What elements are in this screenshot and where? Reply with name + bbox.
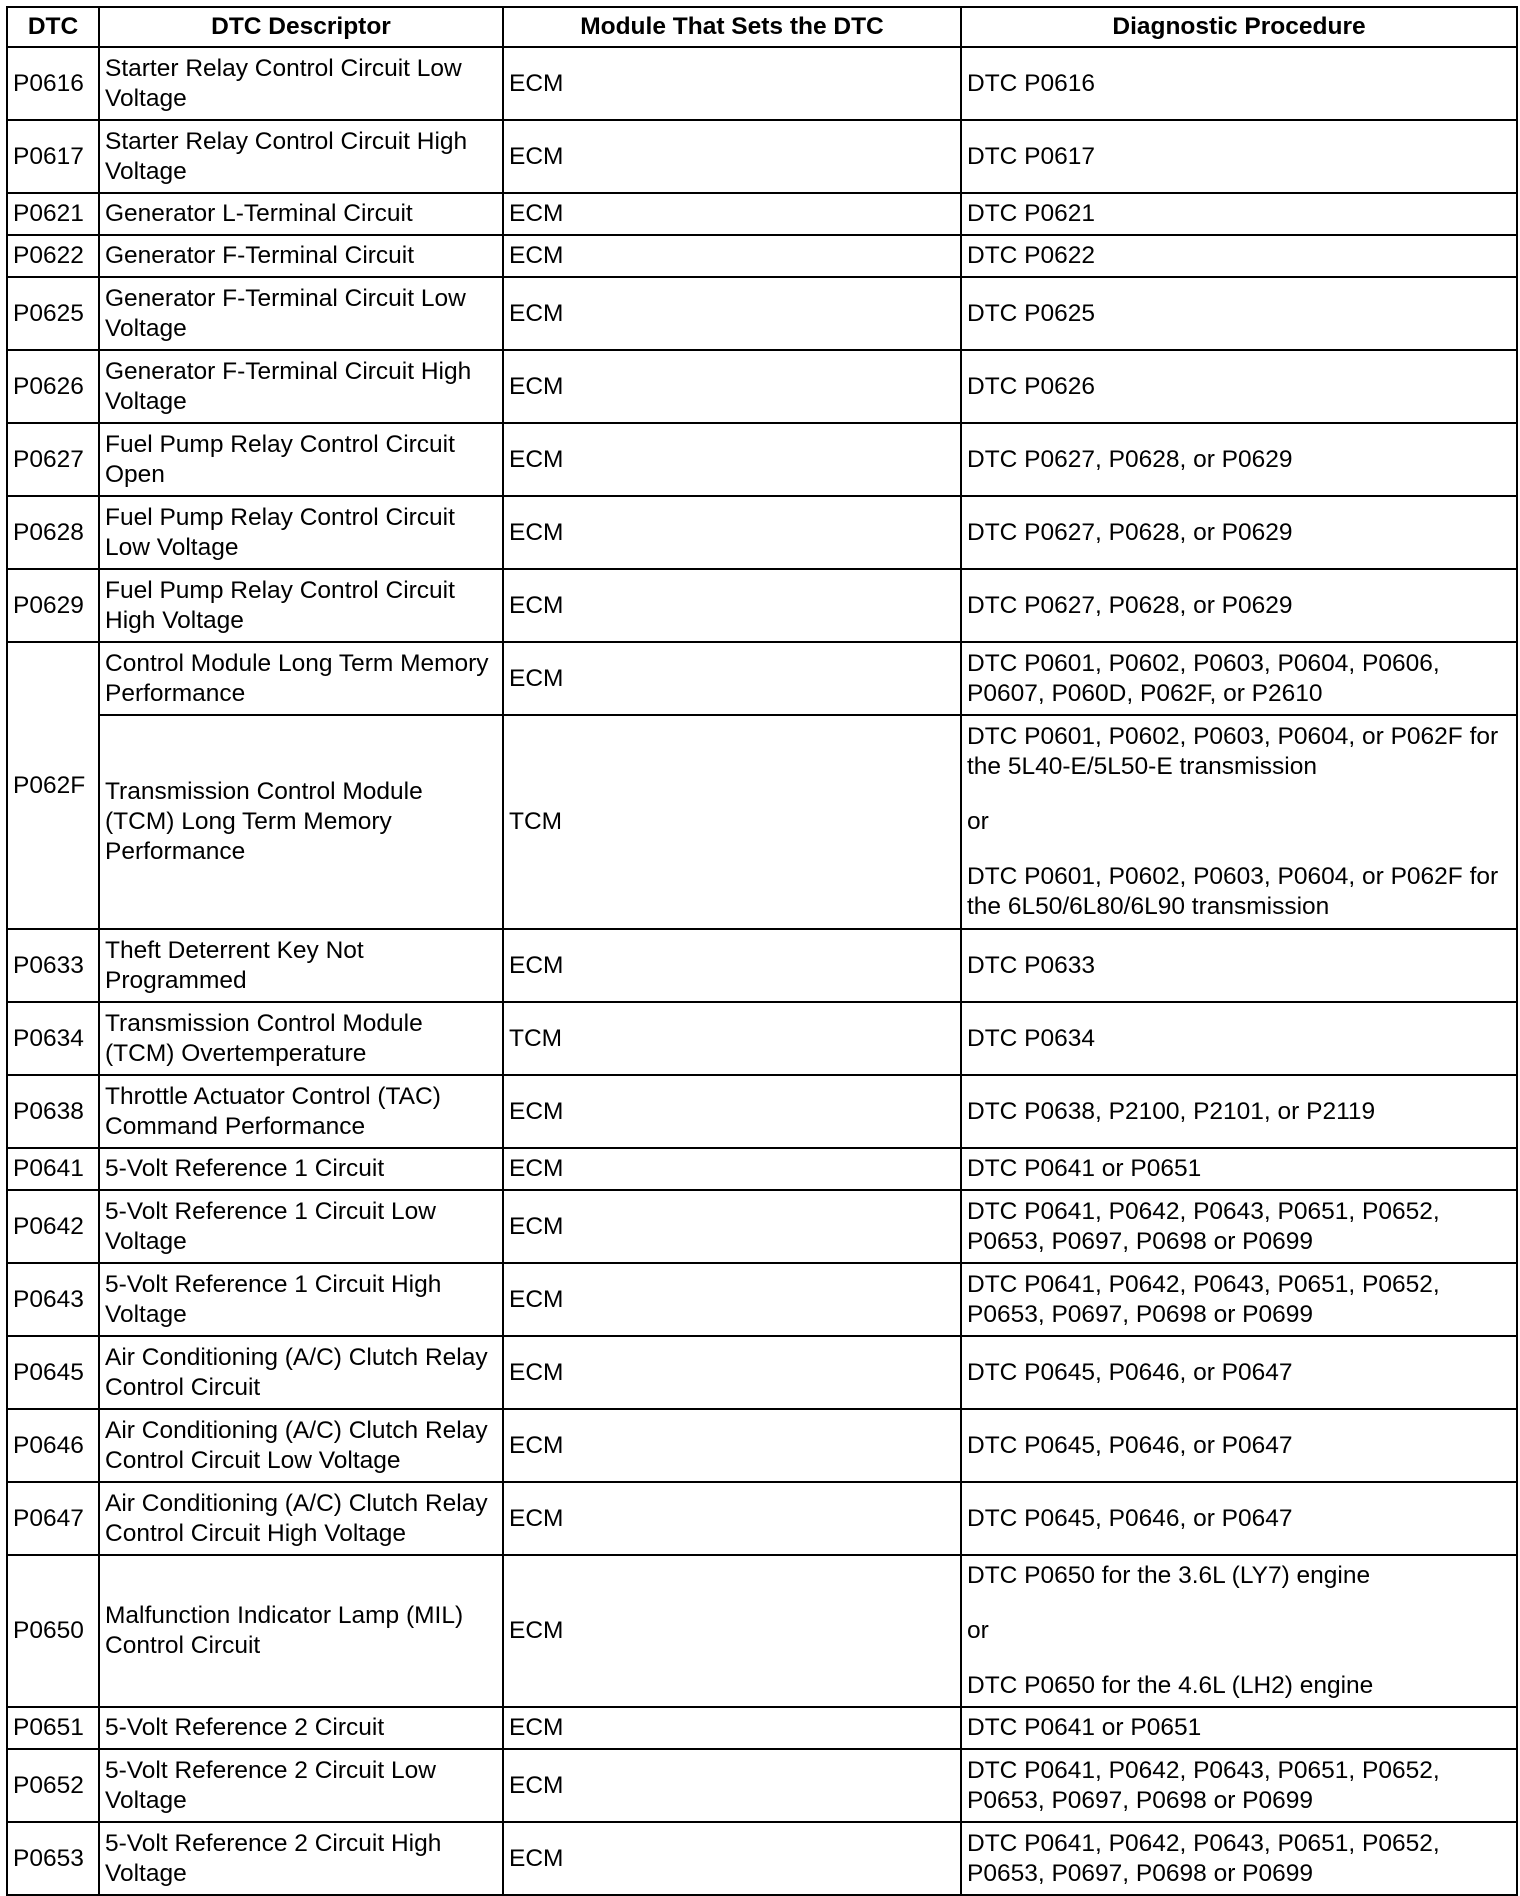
dtc-procedure: DTC P0625 (961, 277, 1517, 350)
dtc-module: ECM (503, 929, 961, 1002)
dtc-procedure: DTC P0641 or P0651 (961, 1707, 1517, 1749)
dtc-descriptor: Control Module Long Term Memory Performance (99, 642, 503, 715)
dtc-procedure: DTC P0601, P0602, P0603, P0604, P0606, P0607, P060D, P062F, or P2610 (961, 642, 1517, 715)
dtc-descriptor: Air Conditioning (A/C) Clutch Relay Control Circuit (99, 1336, 503, 1409)
dtc-procedure: DTC P0645, P0646, or P0647 (961, 1409, 1517, 1482)
dtc-procedure: DTC P0627, P0628, or P0629 (961, 569, 1517, 642)
dtc-module: ECM (503, 1749, 961, 1822)
dtc-descriptor: Transmission Control Module (TCM) Overtemperature (99, 1002, 503, 1075)
dtc-code: P0633 (7, 929, 99, 1002)
table-row (7, 569, 1517, 642)
dtc-code: P0625 (7, 277, 99, 350)
dtc-descriptor: Air Conditioning (A/C) Clutch Relay Control Circuit High Voltage (99, 1482, 503, 1555)
dtc-procedure: DTC P0645, P0646, or P0647 (961, 1336, 1517, 1409)
dtc-code: P0642 (7, 1190, 99, 1263)
dtc-table (6, 6, 1518, 1896)
table-row (7, 1148, 1517, 1190)
table-row (7, 47, 1517, 120)
dtc-procedure: DTC P0617 (961, 120, 1517, 193)
dtc-code: P0638 (7, 1075, 99, 1148)
table-row (7, 423, 1517, 496)
header-module: Module That Sets the DTC (503, 7, 961, 47)
dtc-module: ECM (503, 350, 961, 423)
dtc-module: ECM (503, 642, 961, 715)
dtc-descriptor: 5-Volt Reference 1 Circuit (99, 1148, 503, 1190)
dtc-code: P0634 (7, 1002, 99, 1075)
dtc-module: ECM (503, 423, 961, 496)
dtc-procedure: DTC P0634 (961, 1002, 1517, 1075)
dtc-module: ECM (503, 1263, 961, 1336)
table-row (7, 193, 1517, 235)
dtc-module: ECM (503, 120, 961, 193)
dtc-descriptor: 5-Volt Reference 2 Circuit High Voltage (99, 1822, 503, 1895)
table-row (7, 1075, 1517, 1148)
dtc-code: P0653 (7, 1822, 99, 1895)
table-row (7, 1482, 1517, 1555)
dtc-module: ECM (503, 1075, 961, 1148)
dtc-code: P0645 (7, 1336, 99, 1409)
table-row (7, 350, 1517, 423)
dtc-code: P0621 (7, 193, 99, 235)
dtc-module: ECM (503, 1482, 961, 1555)
dtc-module: ECM (503, 1336, 961, 1409)
dtc-module: TCM (503, 715, 961, 929)
dtc-procedure: DTC P0627, P0628, or P0629 (961, 496, 1517, 569)
dtc-module: ECM (503, 1822, 961, 1895)
dtc-code: P0616 (7, 47, 99, 120)
dtc-descriptor: Generator F-Terminal Circuit (99, 235, 503, 277)
header-procedure: Diagnostic Procedure (961, 7, 1517, 47)
procedure-option-1: DTC P0650 for the 3.6L (LY7) engine (967, 1562, 1371, 1589)
dtc-code: P0629 (7, 569, 99, 642)
dtc-module: TCM (503, 1002, 961, 1075)
table-row (7, 1190, 1517, 1263)
dtc-descriptor: Generator L-Terminal Circuit (99, 193, 503, 235)
dtc-module: ECM (503, 569, 961, 642)
dtc-procedure: DTC P0641, P0642, P0643, P0651, P0652, P0653, P0697, P0698 or P0699 (961, 1263, 1517, 1336)
dtc-descriptor: Malfunction Indicator Lamp (MIL) Control Circuit (99, 1555, 503, 1707)
dtc-descriptor: Generator F-Terminal Circuit Low Voltage (99, 277, 503, 350)
dtc-code: P0650 (7, 1555, 99, 1707)
dtc-code: P0651 (7, 1707, 99, 1749)
dtc-procedure (961, 715, 1517, 929)
table-row (7, 1409, 1517, 1482)
dtc-module: ECM (503, 277, 961, 350)
table-row (7, 1002, 1517, 1075)
dtc-procedure: DTC P0627, P0628, or P0629 (961, 423, 1517, 496)
dtc-module: ECM (503, 1148, 961, 1190)
dtc-descriptor: Air Conditioning (A/C) Clutch Relay Control Circuit Low Voltage (99, 1409, 503, 1482)
dtc-descriptor: Fuel Pump Relay Control Circuit Low Voltage (99, 496, 503, 569)
dtc-procedure: DTC P0641, P0642, P0643, P0651, P0652, P0653, P0697, P0698 or P0699 (961, 1190, 1517, 1263)
table-row (7, 120, 1517, 193)
dtc-module: ECM (503, 47, 961, 120)
dtc-descriptor: 5-Volt Reference 1 Circuit High Voltage (99, 1263, 503, 1336)
dtc-code: P0617 (7, 120, 99, 193)
dtc-module: ECM (503, 496, 961, 569)
dtc-module: ECM (503, 1409, 961, 1482)
table-row (7, 1749, 1517, 1822)
table-row (7, 277, 1517, 350)
table-row (7, 715, 1517, 929)
dtc-descriptor: Fuel Pump Relay Control Circuit High Voltage (99, 569, 503, 642)
dtc-code: P0626 (7, 350, 99, 423)
dtc-procedure: DTC P0638, P2100, P2101, or P2119 (961, 1075, 1517, 1148)
dtc-descriptor: 5-Volt Reference 1 Circuit Low Voltage (99, 1190, 503, 1263)
dtc-module: ECM (503, 1707, 961, 1749)
table-row (7, 1263, 1517, 1336)
table-row (7, 642, 1517, 715)
procedure-option-2: DTC P0650 for the 4.6L (LH2) engine (967, 1672, 1374, 1699)
table-row (7, 1707, 1517, 1749)
dtc-descriptor: Theft Deterrent Key Not Programmed (99, 929, 503, 1002)
dtc-procedure: DTC P0621 (961, 193, 1517, 235)
dtc-descriptor: Fuel Pump Relay Control Circuit Open (99, 423, 503, 496)
dtc-code: P0652 (7, 1749, 99, 1822)
dtc-procedure: DTC P0622 (961, 235, 1517, 277)
dtc-descriptor: Starter Relay Control Circuit Low Voltage (99, 47, 503, 120)
dtc-module: ECM (503, 193, 961, 235)
dtc-procedure: DTC P0633 (961, 929, 1517, 1002)
dtc-module: ECM (503, 1555, 961, 1707)
dtc-code: P062F (7, 642, 99, 929)
dtc-code: P0627 (7, 423, 99, 496)
dtc-descriptor: Generator F-Terminal Circuit High Voltage (99, 350, 503, 423)
dtc-procedure (961, 1555, 1517, 1707)
table-row (7, 1555, 1517, 1707)
dtc-procedure: DTC P0645, P0646, or P0647 (961, 1482, 1517, 1555)
dtc-code: P0647 (7, 1482, 99, 1555)
dtc-module: ECM (503, 235, 961, 277)
dtc-procedure: DTC P0626 (961, 350, 1517, 423)
procedure-or: or (967, 808, 989, 835)
table-row (7, 496, 1517, 569)
procedure-or: or (967, 1617, 989, 1644)
dtc-descriptor: 5-Volt Reference 2 Circuit Low Voltage (99, 1749, 503, 1822)
dtc-code: P0622 (7, 235, 99, 277)
dtc-code: P0643 (7, 1263, 99, 1336)
header-descriptor: DTC Descriptor (99, 7, 503, 47)
table-row (7, 1336, 1517, 1409)
dtc-procedure: DTC P0641, P0642, P0643, P0651, P0652, P0653, P0697, P0698 or P0699 (961, 1822, 1517, 1895)
dtc-descriptor: Starter Relay Control Circuit High Voltage (99, 120, 503, 193)
dtc-descriptor: Transmission Control Module (TCM) Long Term Memory Performance (99, 715, 503, 929)
table-row (7, 235, 1517, 277)
dtc-descriptor: 5-Volt Reference 2 Circuit (99, 1707, 503, 1749)
procedure-option-2: DTC P0601, P0602, P0603, P0604, or P062F for the 6L50/6L80/6L90 transmission (967, 863, 1499, 920)
dtc-code: P0646 (7, 1409, 99, 1482)
header-row (7, 7, 1517, 47)
table-row (7, 1822, 1517, 1895)
table-row (7, 929, 1517, 1002)
dtc-procedure: DTC P0641, P0642, P0643, P0651, P0652, P0653, P0697, P0698 or P0699 (961, 1749, 1517, 1822)
dtc-code: P0641 (7, 1148, 99, 1190)
procedure-option-1: DTC P0601, P0602, P0603, P0604, or P062F for the 5L40-E/5L50-E transmission (967, 723, 1499, 780)
dtc-procedure: DTC P0641 or P0651 (961, 1148, 1517, 1190)
dtc-procedure: DTC P0616 (961, 47, 1517, 120)
dtc-code: P0628 (7, 496, 99, 569)
dtc-module: ECM (503, 1190, 961, 1263)
header-dtc: DTC (7, 7, 99, 47)
dtc-descriptor: Throttle Actuator Control (TAC) Command Performance (99, 1075, 503, 1148)
